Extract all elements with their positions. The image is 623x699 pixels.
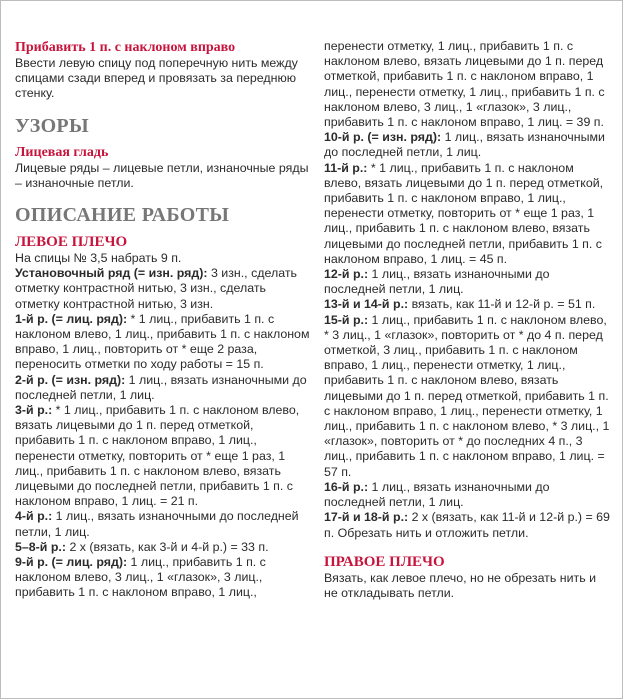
- row-label: 1-й р. (= лиц. ряд):: [15, 311, 128, 326]
- row-instruction: [324, 480, 612, 510]
- increase-right-text: Ввести левую спицу под поперечную нить между спицами сзади вперед и провязать за переднюю стенку.: [15, 56, 298, 101]
- stockinette-heading: Лицевая гладь: [15, 144, 109, 160]
- row-instruction: [324, 161, 612, 267]
- row-label: 2-й р. (= изн. ряд):: [15, 372, 126, 387]
- row-instruction: [324, 313, 612, 480]
- row-instruction: [15, 540, 311, 555]
- row-text: 1 лиц., вязать изнаночными до последней петли, 1 лиц.: [324, 267, 550, 297]
- row-text: 1 лиц., вязать изнаночными до последней петли, 1 лиц.: [15, 372, 307, 402]
- right-shoulder-title: ПРАВОЕ ПЛЕЧО: [324, 553, 445, 570]
- stockinette-text: Лицевые ряды – лицевые петли, изнаночные ряды – изнаночные петли.: [15, 160, 309, 190]
- left-column: [15, 39, 311, 601]
- row-label: 13-й и 14-й р.:: [324, 297, 409, 312]
- row-label: 4-й р.:: [15, 509, 53, 524]
- right-shoulder-text: Вязать, как левое плечо, но не обрезать нить и не откладывать петли.: [324, 570, 597, 600]
- increase-right-heading: Прибавить 1 п. с наклоном вправо: [15, 40, 236, 55]
- row-instruction: [15, 555, 311, 601]
- patterns-title: УЗОРЫ: [15, 114, 89, 137]
- row-label: Установочный ряд (= изн. ряд):: [15, 266, 208, 281]
- row-label: 3-й р.:: [15, 403, 53, 418]
- row-instruction: [15, 312, 311, 373]
- row-text: 2 х (вязать, как 11-й и 12-й р.) = 69 п. Обрезать нить и отложить петли.: [324, 510, 610, 540]
- row-instruction: [324, 297, 612, 312]
- row-text: 1 лиц., вязать изнаночными до последней петли, 1 лиц.: [324, 130, 605, 160]
- row-text: * 1 лиц., прибавить 1 п. с наклоном влево, 1 лиц., прибавить 1 п. с наклоном вправо, 1 лиц., повторить от * еще 2 раза, переносить отметки по ходу работы = 15 п.: [15, 311, 310, 372]
- row-label: 16-й р.:: [324, 479, 369, 494]
- row-text: 1 лиц., вязать изнаночными до последней петли, 1 лиц.: [324, 479, 550, 510]
- row-instruction: [15, 373, 311, 403]
- work-description-title: ОПИСАНИЕ РАБОТЫ: [15, 204, 230, 227]
- row-instruction: [15, 509, 311, 539]
- row-label: 12-й р.:: [324, 267, 369, 282]
- row-label: 5–8-й р.:: [15, 539, 66, 554]
- row-instruction: [15, 403, 311, 509]
- row-text: 3 изн., сделать отметку контрастной нитью, 3 изн., сделать отметку контрастной нитью, 3 изн.: [15, 266, 297, 311]
- row-text: * 1 лиц., прибавить 1 п. с наклоном влево, вязать лицевыми до 1 п. перед отметкой, прибавить 1 п. с наклоном вправо, 1 лиц., перенести отметку, повторить от * еще 1 раз, 1 лиц., прибавить 1 п. с наклоном влево, вязать лицевыми до последней петли, прибавить 1 п. с наклоном вправо, 1 лиц. = 21 п.: [15, 403, 300, 509]
- row-text: 2 х (вязать, как 3-й и 4-й р.) = 33 п.: [66, 539, 269, 554]
- row-continuation-text: перенести отметку, 1 лиц., прибавить 1 п. с наклоном влево, вязать лицевыми до 1 п. перед отметкой, прибавить 1 п. с наклоном вправо, 1 лиц., перенести отметку, 1 лиц., прибавить 1 п. с наклоном влево, 3 лиц., 1 «глазок», 3 лиц., прибавить 1 п. с наклоном вправо, 1 лиц. = 39 п.: [324, 39, 605, 130]
- row-instruction: [15, 266, 311, 312]
- row-label: 15-й р.:: [324, 312, 369, 327]
- row-instruction: [324, 130, 612, 160]
- row-text: 1 лиц., прибавить 1 п. с наклоном влево, * 3 лиц., 1 «глазок», повторить от * до 4 п. перед отметкой, 3 лиц., прибавить 1 п. с наклоном вправо, 1 лиц., перенести отметку, 1 лиц., прибавить 1 п. с наклоном влево, вязать лицевыми до 1 п. перед отметкой, прибавить 1 п. с наклоном вправо, 1 лиц., перенести отметку, 1 лиц., прибавить 1 п. с наклоном влево, * 3 лиц., 1 «глазок», повторить от * до последних 4 п., 3 лиц., прибавить 1 п. с наклоном вправо, 1 лиц. = 57 п.: [324, 312, 610, 479]
- cast-on-text: На спицы № 3,5 набрать 9 п.: [15, 251, 182, 266]
- right-column: [324, 39, 612, 601]
- row-label: 10-й р. (= изн. ряд):: [324, 130, 442, 145]
- row-label: 17-й и 18-й р.:: [324, 510, 409, 525]
- row-text: 1 лиц., прибавить 1 п. с наклоном влево, 3 лиц., 1 «глазок», 3 лиц., прибавить 1 п. с наклоном вправо, 1 лиц.,: [15, 555, 266, 600]
- left-shoulder-title: ЛЕВОЕ ПЛЕЧО: [15, 234, 128, 251]
- row-text: * 1 лиц., прибавить 1 п. с наклоном влево, вязать лицевыми до 1 п. перед отметкой, прибавить 1 п. с наклоном вправо, 1 лиц., перенести отметку, повторить от * еще 1 раз, 1 лиц., прибавить 1 п. с наклоном влево, вязать лицевыми до последней петли, прибавить 1 п. с наклоном вправо, 1 лиц. = 45 п.: [324, 160, 604, 266]
- row-instruction: [324, 267, 612, 297]
- row-text: 1 лиц., вязать изнаночными до последней петли, 1 лиц.: [15, 509, 299, 539]
- row-label: 9-й р. (= лиц. ряд):: [15, 555, 128, 570]
- row-text: вязать, как 11-й и 12-й р. = 51 п.: [408, 297, 596, 312]
- row-label: 11-й р.:: [324, 160, 368, 175]
- row-instruction: [324, 510, 612, 540]
